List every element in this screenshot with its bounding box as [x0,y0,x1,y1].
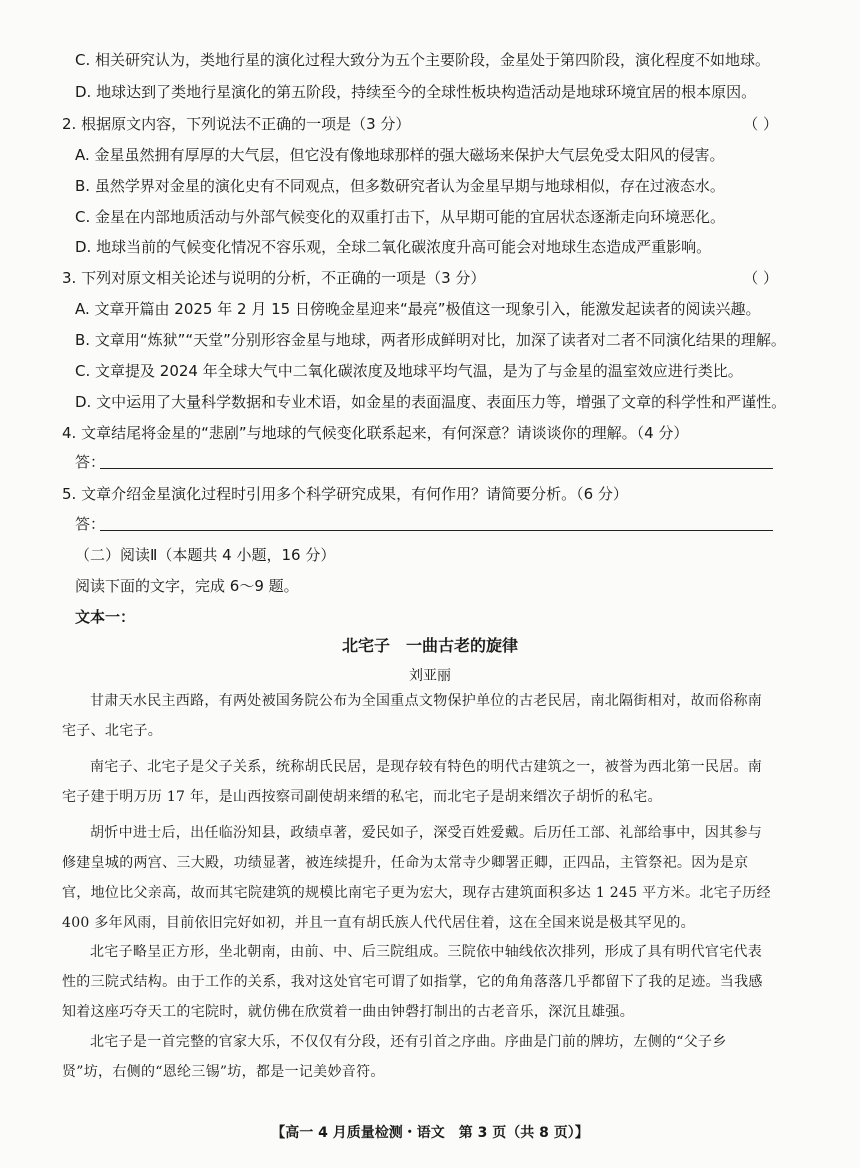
article-paragraph-1: 甘肃天水民主西路，有两处被国务院公布为全国重点文物保护单位的古老民居，南北隔街相对，故而俗称南宅子、北宅子。 [62,693,763,739]
article-title: 北宅子 一曲古老的旋律 [341,636,518,655]
q3-option-d: D. 文中运用了大量科学数据和专业术语，如金星的表面温度、表面压力等，增强了文章的科学性和严谨性。 [75,393,787,411]
section-heading: （二）阅读Ⅱ（本题共 4 小题，16 分） [75,546,336,564]
q3-option-b: B. 文章用“炼狱”“天堂”分别形容金星与地球，两者形成鲜明对比，加深了读者对二者不同演化结果的理解。 [75,331,786,349]
q1-option-d: D. 地球达到了类地行星演化的第五阶段，持续至今的全球性板块构造活动是地球环境宜居的根本原因。 [75,83,757,101]
q3-option-c: C. 文章提及 2024 年全球大气中二氧化碳浓度及地球平均气温，是为了与金星的温室效应进行类比。 [75,362,743,380]
section-instruction: 阅读下面的文字，完成 6～9 题。 [75,577,299,595]
q4-stem: 4. 文章结尾将金星的“悲剧”与地球的气候变化联系起来，有何深意？请谈谈你的理解。（4 分） [62,424,689,442]
q3-stem: 3. 下列对原文相关论述与说明的分析，不正确的一项是（3 分） [62,269,486,287]
q5-answer-label: 答： [75,515,106,533]
q2-option-d: D. 地球当前的气候变化情况不容乐观，全球二氧化碳浓度升高可能会对地球生态造成严重影响。 [75,238,712,256]
article-paragraph-2: 南宅子、北宅子是父子关系，统称胡氏民居，是现存较有特色的明代古建筑之一，被誉为西北第一民居。南宅子建于明万历 17 年，是山西按察司副使胡来缙的私宅，而北宅子是胡来缙次子胡忻的私宅。 [62,759,763,805]
q1-option-c: C. 相关研究认为，类地行星的演化过程大致分为五个主要阶段，金星处于第四阶段，演化程度不如地球。 [75,51,771,69]
q5-stem: 5. 文章介绍金星演化过程时引用多个科学研究成果，有何作用？请简要分析。（6 分） [62,485,628,503]
q2-stem: 2. 根据原文内容，下列说法不正确的一项是（3 分） [62,115,411,133]
article-paragraph-3: 胡忻中进士后，出任临汾知县，政绩卓著，爱民如子，深受百姓爱戴。后历任工部、礼部给事中，因其参与修建皇城的两宫、三大殿，功绩显著，被连续提升，任命为太常寺少卿署正卿，正四品，主管祭祀。因为是京官，地位比父亲高，故而其宅院建筑的规模比南宅子更为宏大，现存古建筑面积多达 1 245 平方米。北宅子历经 400 多年风雨，目前依旧完好如初，并且一直有胡氏族人代代居住着，这在全国来说是极其罕见的。 [62,825,771,931]
q2-answer-paren: （ ） [743,115,778,133]
q4-answer-line[interactable] [100,467,773,469]
q2-option-a: A. 金星虽然拥有厚厚的大气层，但它没有像地球那样的强大磁场来保护大气层免受太阳风的侵害。 [75,146,725,164]
article-author: 刘亚丽 [409,668,451,684]
article-paragraph-4: 北宅子略呈正方形，坐北朝南，由前、中、后三院组成。三院依中轴线依次排列，形成了具有明代官宅代表性的三院式结构。由于工作的关系，我对这处官宅可谓了如指掌，它的角角落落几乎都留下了我的足迹。当我感知着这座巧夺天工的宅院时，就仿佛在欣赏着一曲由钟磬打制出的古老音乐，深沉且雄强。 [62,944,763,1020]
q4-answer-label: 答： [75,453,106,471]
article-paragraph-5: 北宅子是一首完整的官家大乐，不仅仅有分段，还有引首之序曲。序曲是门前的牌坊，左侧的“父子乡贤”坊，右侧的“恩纶三锡”坊，都是一记美妙音符。 [62,1034,727,1080]
q3-answer-paren: （ ） [743,269,778,287]
text-label: 文本一： [75,608,136,626]
page-footer: 【高一 4 月质量检测・语文 第 3 页（共 8 页）】 [271,1125,589,1141]
q2-option-b: B. 虽然学界对金星的演化史有不同观点，但多数研究者认为金星早期与地球相似，存在过液态水。 [75,177,725,195]
q2-option-c: C. 金星在内部地质活动与外部气候变化的双重打击下，从早期可能的宜居状态逐渐走向环境恶化。 [75,208,726,226]
q5-answer-line[interactable] [100,529,773,531]
q3-option-a: A. 文章开篇由 2025 年 2 月 15 日傍晚金星迎来“最亮”极值这一现象引入，能激发起读者的阅读兴趣。 [75,300,761,318]
